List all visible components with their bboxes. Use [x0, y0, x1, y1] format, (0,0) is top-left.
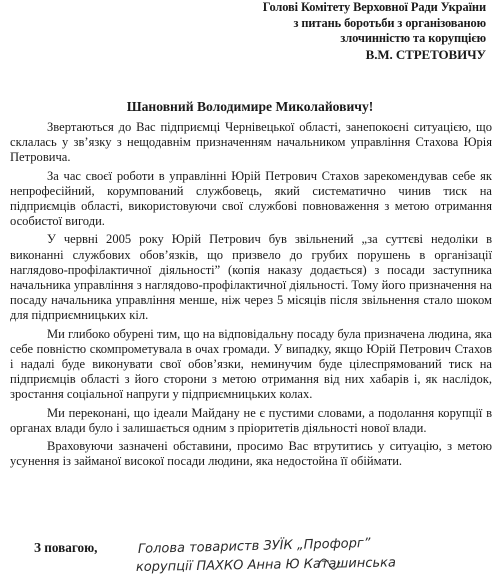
addressee-line-2: з питань боротьби з організованою: [293, 15, 486, 30]
paragraph-5: Ми переконані, що ідеали Майдану не є пустими словами, а подолання корупції в органах влади було і залишається одним з пріоритетів діяльності нової влади.: [10, 405, 492, 435]
addressee-name: В.М. СТРЕТОВИЧУ: [365, 46, 486, 62]
addressee-line-1: Голові Комітету Верховної Ради України: [262, 0, 486, 14]
addressee-line-3: злочинністю та корупцією: [340, 31, 486, 45]
paragraph-3: У червні 2005 року Юрій Петрович був звільнений „за суттєві недоліки в виконанні службових обов’язків, що призвело до грубих порушень в організації наглядово-профілактичної діяльності” (копія наказу додається) з посади заступника начальника управління з наглядово-профілактичної діяльності. Тому його призначення на посаду начальника управління менше, ніж через 5 місяців після звільнення стало шоком для підприємницьких кіл.: [10, 232, 492, 323]
handwritten-signature: [132, 536, 496, 575]
paragraph-1: Звертаються до Вас підприємці Чернівецької області, занепокоєні ситуацією, що склалась у зв’язку з нещодавнім призначенням начальником управління Стахова Юрія Петровича.: [10, 120, 492, 165]
signature-line-2: корупції ПАХКО Анна Ю Каташинська: [135, 555, 397, 575]
signature-line-1: Голова товариств ЗУЇК „Профорг”: [137, 536, 371, 557]
closing-phrase: З повагою,: [34, 540, 98, 555]
paragraph-6: Враховуючи зазначені обставини, просимо Вас втрутитись у ситуацію, з метою усунення із займаної високої посади людини, яка недостойна її обіймати.: [10, 439, 492, 469]
salutation: Шановний Володимире Миколайовичу!: [126, 99, 374, 114]
paragraph-4: Ми глибоко обурені тим, що на відповідальну посаду була призначена людина, яка себе повністю скомпрометувала в очах громади. У випадку, якщо Юрій Петрович Стахов і надалі буде виконувати свої обов’язки, неминучим буде цілеспрямований тиск на підприємців області з його сторони з метою отримання від них хабарів і, як наслідок, зростання соціальної напруги у підприємницьких колах.: [10, 326, 492, 402]
letter-body: [10, 120, 492, 472]
addressee-block: [246, 0, 486, 62]
paragraph-2: За час своєї роботи в управлінні Юрій Петрович Стахов зарекомендував себе як непрофесійний, корумпований службовець, який систематично чинив тиск на підприємців області, використовуючи свої службові повноваження з метою отримання особистої вигоди.: [10, 168, 492, 229]
